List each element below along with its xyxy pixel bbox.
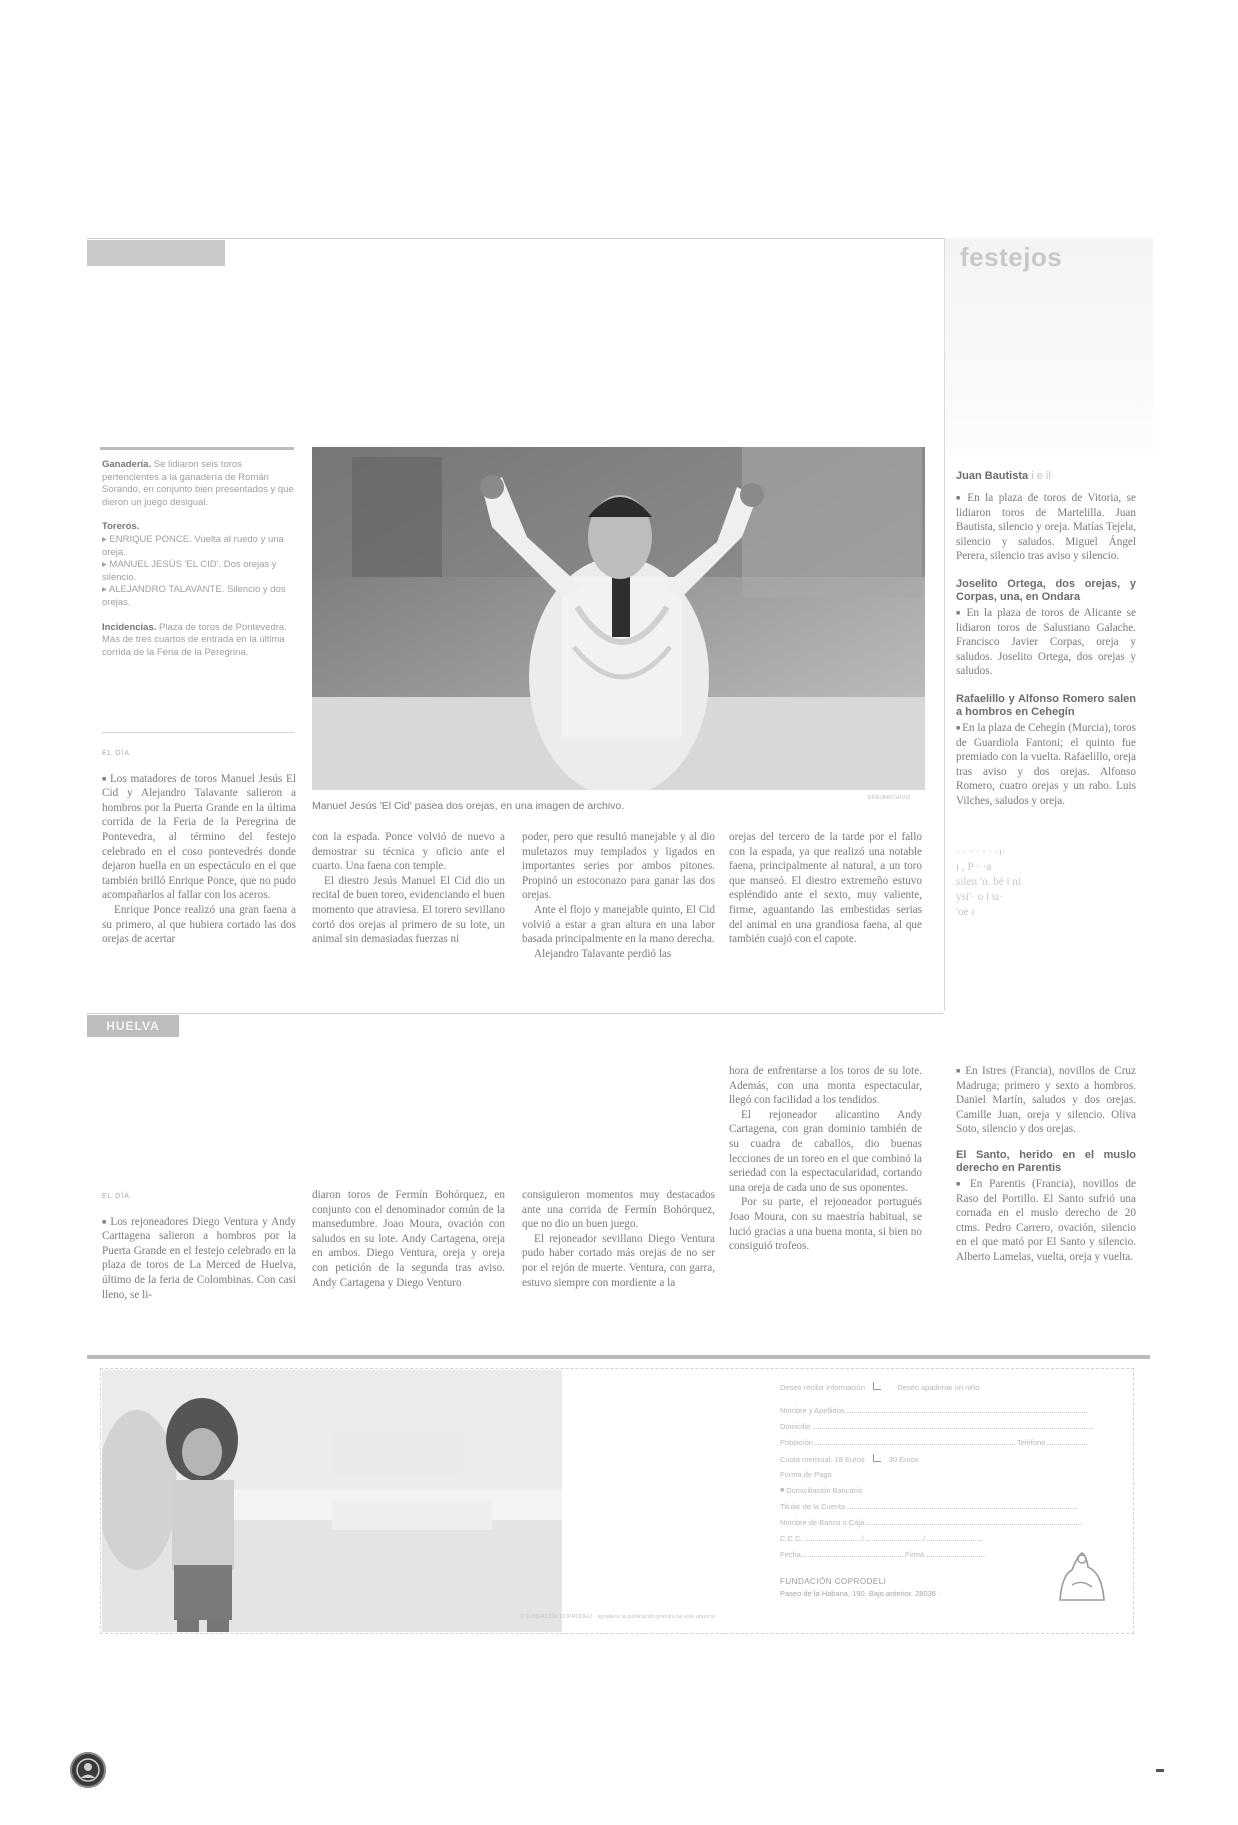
brief-text: ■ En la plaza de Cehegín (Murcia), toros de Guardiola Fantoni; el quinto fue premiado con la vuelta. Rafaelillo, oreja tras aviso y dos orejas. Alfonso Romero, cuatro orejas y un rabo. Luis Vilches, saludos y oreja. bbox=[956, 721, 1136, 809]
incidencias-label: Incidencias. bbox=[102, 621, 157, 633]
paragraph: orejas del tercero de la tarde por el fallo con la espada, ya que realizó una notable faena, principalmente al natural, a un toro que manseó. El diestro extremeño estuvo espléndido ante el sexto, muy valiente, firme, aguantando las embestidas serias del animal en una grandiosa faena, al que también cuajó con el capote. bbox=[729, 831, 922, 946]
torero-line: ▸ ALEJANDRO TALAVANTE. Silencio y dos orejas. bbox=[102, 584, 286, 608]
ad-address: Paseo de la Habana, 190. Bajo anterior. 28036 · bbox=[780, 1589, 941, 1598]
toreros-block bbox=[102, 521, 296, 609]
paragraph: El rejoneador alicantino Andy Cartagena, con gran dominio también de su cuadra de caballos, dio buenas lecciones de un toreo en el que combinó la seriedad con la espectacularidad, cortando una oreja de cada uno de sus oponentes. bbox=[729, 1108, 922, 1194]
paragraph: ■ Los rejoneadores Diego Ventura y Andy Carttagena salieron a hombros por la Puerta Grande en el festejo celebrado en la plaza de toros de La Merced de Huelva, último de la feria de Colombinas. Con casi lleno, se li- bbox=[102, 1215, 296, 1303]
bullfighter-photo bbox=[312, 447, 925, 790]
ad-org-name: FUNDACIÓN COPRODELI bbox=[780, 1577, 887, 1586]
paragraph: Por su parte, el rejoneador portugués Joao Moura, con su maestría habitual, se lució gracias a una buena monta, si bien no consiguió trofeos. bbox=[729, 1196, 922, 1253]
cuota-alt: 30 Euros bbox=[888, 1455, 919, 1464]
form-field-cuota[interactable] bbox=[780, 1454, 919, 1464]
byline: EL DÍA bbox=[102, 1193, 130, 1200]
incidencias-block bbox=[102, 622, 296, 660]
field-label: C.C.C. bbox=[780, 1534, 803, 1543]
brief-heading bbox=[956, 470, 1136, 483]
ad-checkbox-row bbox=[780, 1382, 979, 1392]
brief-text: ■ En la plaza de toros de Alicante se lidiaron toros de Salustiano Galache. Francisco Javier Corpas, oreja y saludos. Joselito Ortega, dos orejas y saludos. bbox=[956, 606, 1136, 679]
photo-caption: Manuel Jesús 'El Cid' pasea dos orejas, en una imagen de archivo. bbox=[312, 800, 625, 812]
field-label: Población bbox=[780, 1438, 813, 1447]
form-field-domiciliacion[interactable] bbox=[780, 1486, 862, 1495]
child-photo-illustration bbox=[102, 1370, 562, 1632]
faded-line: ı , P · ·a bbox=[956, 860, 992, 873]
sidebar-bottom-rule bbox=[102, 732, 294, 733]
checkbox-info-label: Deseo recibir información bbox=[780, 1383, 866, 1392]
huelva-col-3 bbox=[522, 1188, 715, 1290]
form-field-ccc[interactable]: C.C.C. / / bbox=[780, 1534, 982, 1543]
field-label: Fecha bbox=[780, 1550, 801, 1559]
field-label: Nombre de Banco o Caja bbox=[780, 1518, 865, 1527]
paragraph: hora de enfrentarse a los toros de su lote. Además, con una monta espectacular, llegó con facilidad a los tendidos. bbox=[729, 1065, 922, 1107]
ad-top-rule bbox=[87, 1355, 1150, 1359]
section-tab-bar bbox=[87, 240, 225, 266]
torero-line: ▸ MANUEL JESÚS 'EL CID'. Dos orejas y silencio. bbox=[102, 559, 277, 583]
form-field-poblacion[interactable] bbox=[780, 1438, 1087, 1447]
photo-credit: EFE/ARCHIVO bbox=[868, 795, 911, 801]
huelva-col-1 bbox=[102, 1190, 296, 1302]
torero-line: ▸ ENRIQUE PONCE. Vuelta al ruedo y una oreja. bbox=[102, 533, 284, 558]
form-field-titular[interactable] bbox=[780, 1502, 1077, 1511]
field-label: ■ Domiciliación Bancaria bbox=[780, 1486, 862, 1495]
ganaderia-block bbox=[102, 459, 296, 509]
form-field-domicilio[interactable] bbox=[780, 1422, 1093, 1431]
paragraph: Enrique Ponce realizó una gran faena a su primero, al que hubiera cortado las dos orejas de acertar bbox=[102, 903, 296, 946]
huelva-right-column bbox=[956, 1064, 1136, 1265]
toreros-label: Toreros. bbox=[102, 521, 140, 533]
paragraph: consiguieron momentos muy destacados ante una corrida de Fermín Bohórquez, que no dio un buen juego. bbox=[522, 1189, 715, 1231]
sidebar-top-rule bbox=[100, 447, 294, 450]
brief-heading: Joselito Ortega, dos orejas, y Corpas, una, en Ondara bbox=[956, 577, 1136, 603]
huelva-col-4 bbox=[729, 1064, 922, 1254]
page-corner-dash bbox=[1156, 1769, 1164, 1772]
pontevedra-col-1 bbox=[102, 747, 296, 947]
brief-heading: El Santo, herido en el muslo derecho en Parentis bbox=[956, 1148, 1136, 1174]
right-column-divider bbox=[944, 456, 945, 1011]
form-field-nombre[interactable] bbox=[780, 1406, 1087, 1415]
paragraph: El diestro Jesús Manuel El Cid dio un recital de buen toreo, evidenciando el buen momento que atraviesa. El torero sevillano cortó dos orejas al primero de su lote, un animal sin demasiadas fuerzas ni bbox=[312, 874, 505, 946]
ad-footnote: © FUNDACIÓN COPRODELI · agradece la publicación gratuita de este anuncio bbox=[520, 1614, 716, 1620]
field-label: Forma de Pago bbox=[780, 1470, 832, 1479]
page-corner-badge-icon bbox=[70, 1752, 106, 1788]
right-column bbox=[956, 470, 1136, 920]
checkbox-info[interactable] bbox=[873, 1382, 881, 1390]
brief-heading-name: Juan Bautista bbox=[956, 470, 1029, 482]
huelva-label: HUELVA bbox=[87, 1015, 179, 1037]
faded-line: ysi'· o i sı· bbox=[956, 890, 1004, 903]
coprodeli-logo-icon bbox=[1052, 1545, 1112, 1605]
firma-label: Firma bbox=[905, 1550, 925, 1559]
field-label: Nombre y Apellidos bbox=[780, 1406, 845, 1415]
paragraph: ■ Los matadores de toros Manuel Jesús El Cid y Alejandro Talavante salieron a hombros por la Puerta Grande en la última corrida de la Feria de la Peregrina de Pontevedra, al término del festejo celebrado en el coso pontevedrés donde dejaron huella en un espectáculo en el que también brilló Enrique Ponce, que no pudo acompañarlos al fallar con los aceros. bbox=[102, 772, 296, 903]
pontevedra-col-2 bbox=[312, 830, 505, 947]
field-label: Titular de la Cuenta bbox=[780, 1502, 846, 1511]
paragraph: Ante el flojo y manejable quinto, El Cid volvió a estar a gran altura en una labor basada principalmente en la mano derecha. bbox=[522, 903, 715, 946]
faded-text-block bbox=[956, 845, 1136, 920]
form-field-banco[interactable] bbox=[780, 1518, 1081, 1527]
brief-heading: Rafaelillo y Alfonso Romero salen a hombros en Cehegín bbox=[956, 692, 1136, 718]
cuota-checkbox[interactable] bbox=[873, 1454, 881, 1462]
paragraph: poder, pero que resultó manejable y al dio muletazos muy templados y ligados en importantes series por ambos pitones. Propinó un estoconazo para ganar las dos orejas. bbox=[522, 831, 715, 902]
huelva-col-2 bbox=[312, 1188, 505, 1290]
ganaderia-label: Ganadería. bbox=[102, 459, 152, 470]
paragraph: diaron toros de Fermín Bohórquez, en conjunto con el denominador común de la mansedumbre. Joao Moura, ovación con saludos en su lote. Andy Cartagena, oreja en ambos. Diego Ventura, oreja y oreja con petición de la segunda tras aviso. Andy Cartagena y Diego Venturo bbox=[312, 1189, 505, 1289]
section-label: festejos bbox=[960, 242, 1063, 272]
brief-heading-faded: i e il· bbox=[1031, 470, 1055, 482]
photo-illustration bbox=[312, 447, 925, 790]
incidencias-text: Plaza de toros de Pontevedra. Más de tres cuartos de entrada en la última corrida de la Feria de la Peregrina. bbox=[102, 621, 287, 658]
sidebar-box bbox=[102, 459, 296, 671]
telefono-label: Teléfono bbox=[1017, 1438, 1046, 1447]
form-field-fecha[interactable] bbox=[780, 1550, 986, 1559]
ganaderia-text: Se lidiaron seis toros pertencientes a la ganadería de Román Sorando, en conjunto bien presentados y que dieron un juego desigual. bbox=[102, 459, 294, 508]
paragraph: El rejoneador sevillano Diego Ventura pudo haber cortado más orejas de no ser por el rejón de muerte. Ventura, con garra, estuvo siempre con mordiente a la bbox=[522, 1232, 715, 1289]
faded-line: · · · · · · ·ı· bbox=[956, 845, 1006, 858]
paragraph: con la espada. Ponce volvió de nuevo a demostrar su técnica y oficio ante el cuarto. Una faena con temple. bbox=[312, 831, 505, 873]
brief-text: ■ En la plaza de toros de Vitoria, se lidiaron toros de Martelilla. Juan Bautista, silencio y oreja. Matías Tejela, silencio y saludos. Miguel Ángel Perera, silencio tras aviso y silencio. bbox=[956, 491, 1136, 564]
huelva-rule bbox=[87, 1013, 943, 1014]
ad-photo bbox=[102, 1370, 562, 1632]
field-label: Cuota mensual: 18 Euros bbox=[780, 1455, 865, 1464]
paragraph: Alejandro Talavante perdió las bbox=[534, 947, 672, 960]
pontevedra-col-3 bbox=[522, 830, 715, 961]
brief-text: ■ En Parentis (Francia), novillos de Raso del Portillo. El Santo sufrió una cornada en el muslo derecho de 20 ctms. Pedro Carrero, ovación, silencio en el que mató por El Santo y silencio. Alberto Lamelas, vuelta, oreja y vuelta. bbox=[956, 1177, 1136, 1265]
brief-text: ■ En Istres (Francia), novillos de Cruz Madruga; primero y sexto a hombros. Daniel Martín, saludos y dos orejas. Camille Juan, oreja y silencio. Oliva Soto, silencio y dos orejas. bbox=[956, 1064, 1136, 1137]
field-label: Domicilio bbox=[780, 1422, 811, 1431]
byline: EL DÍA bbox=[102, 750, 130, 757]
checkbox-sponsor-label: Deseo apadrinar un niño bbox=[897, 1383, 980, 1392]
faded-line: silen 'o. bé i ni bbox=[956, 875, 1022, 888]
pontevedra-col-4 bbox=[729, 830, 922, 947]
faded-line: 'oe ı bbox=[956, 905, 975, 918]
form-field-forma-pago bbox=[780, 1470, 832, 1479]
